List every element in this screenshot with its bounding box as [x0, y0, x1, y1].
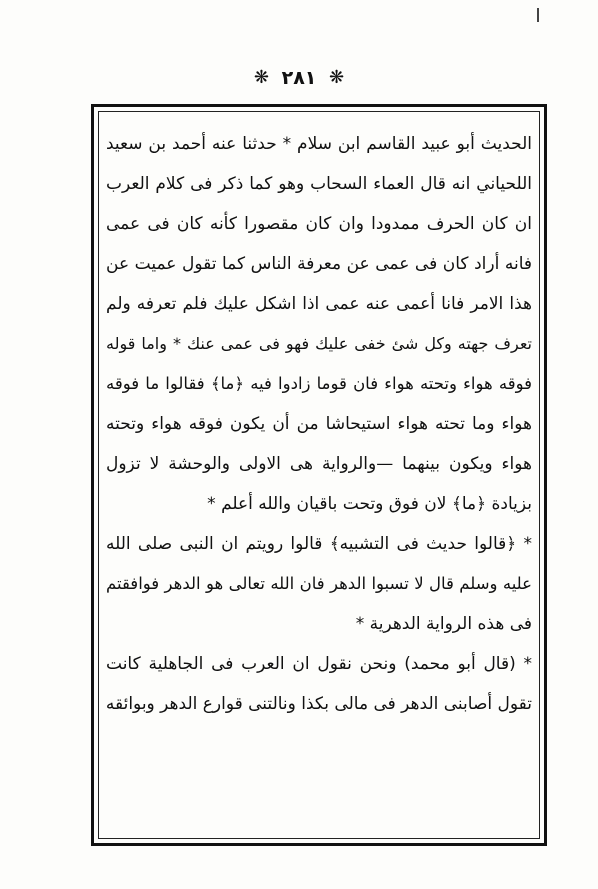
page-number: ٢٨١ [281, 66, 317, 89]
text-line: * (قال أبو محمد) ونحن نقول ان العرب فى الجاهلية كانت [106, 654, 532, 674]
text-line: هواء وما تحته هواء استيحاشا من أن يكون فوقه هواء وتحته [106, 414, 532, 434]
text-line: الحديث أبو عبيد القاسم ابن سلام * حدثنا عنه أحمد بن سعيد [106, 134, 532, 154]
text-line: فى هذه الرواية الدهرية * [355, 614, 532, 634]
text-line: اللحياني انه قال العماء السحاب وهو كما ذكر فى كلام العرب [106, 174, 532, 194]
text-line: * ﴿قالوا حديث فى التشبيه﴾ قالوا رويتم ان النبى صلى الله [106, 534, 532, 554]
text-line: عليه وسلم قال لا تسبوا الدهر فان الله تعالى هو الدهر فوافقتم [106, 574, 532, 593]
text-line: هذا الامر فانا أعمى عنه عمى اذا اشكل عليك فلم تعرفه ولم [106, 294, 532, 314]
gutter-mark [537, 8, 539, 22]
text-line: بزيادة ﴿ما﴾ لان فوق وتحت باقيان والله أعلم * [207, 494, 532, 514]
text-line: فانه أراد كان فى عمى عن معرفة الناس كما تقول عميت عن [106, 254, 532, 274]
ornament-icon: ❋ [253, 67, 269, 88]
text-line: هواء ويكون بينهما —والرواية هى الاولى والوحشة لا تزول [106, 454, 532, 474]
ornament-icon: ❋ [329, 67, 345, 88]
page-header [0, 66, 598, 89]
text-line: ان كان الحرف ممدودا وان كان مقصورا كأنه كان فى عمى [106, 214, 532, 234]
text-line: فوقه هواء وتحته هواء فان قوما زادوا فيه ﴿ما﴾ فقالوا ما فوقه [106, 374, 532, 393]
body-text [106, 124, 532, 724]
text-line: تقول أصابنى الدهر فى مالى بكذا ونالتنى قوارع الدهر وبوائقه [106, 694, 532, 714]
text-line: تعرف جهته وكل شئ خفى عليك فهو فى عمى عنك * واما قوله [106, 334, 532, 353]
